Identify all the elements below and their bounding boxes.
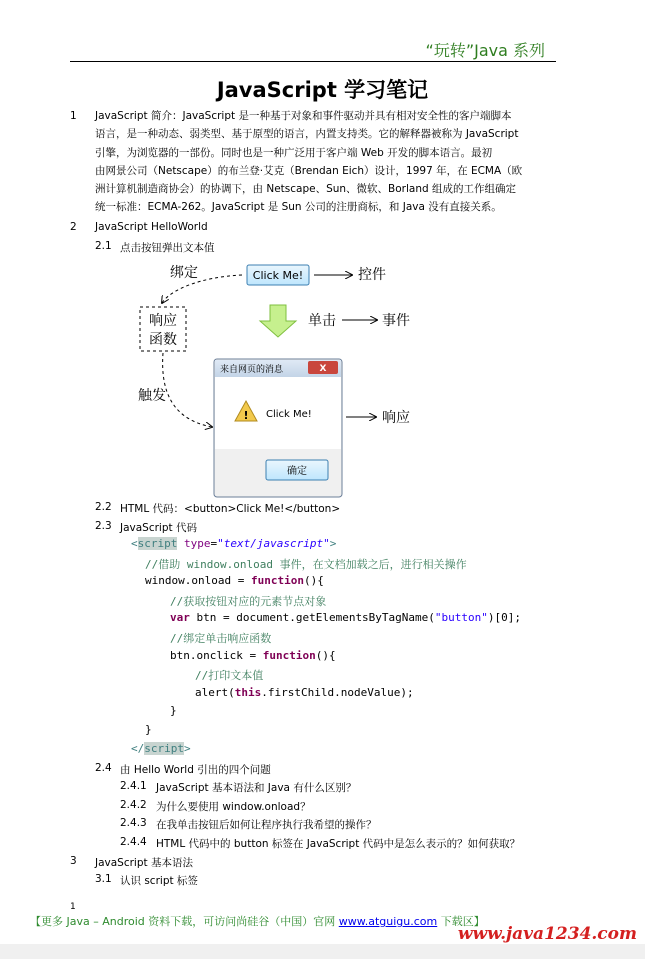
watermark: www.java1234.com bbox=[457, 924, 637, 944]
dialog-close-icon: X bbox=[319, 364, 327, 374]
question-text: JavaScript 基本语法和 Java 有什么区别？ bbox=[156, 782, 357, 794]
section-2-4-heading: 由 Hello World 引出的四个问题 bbox=[120, 764, 271, 776]
section-2-2-heading: HTML 代码：<button>Click Me!</button> bbox=[120, 503, 341, 515]
respond-function-label-1: 响应 bbox=[149, 313, 177, 329]
code-line: </script> bbox=[131, 742, 191, 755]
down-arrow-icon bbox=[260, 305, 296, 337]
section-2-number: 2 bbox=[70, 221, 77, 233]
code-line: alert(this.firstChild.nodeValue); bbox=[195, 686, 414, 699]
section-2-3-number: 2.3 bbox=[95, 520, 112, 532]
code-line: <script type="text/javascript"> bbox=[131, 537, 337, 550]
code-line: } bbox=[145, 723, 152, 736]
trigger-arrow bbox=[163, 353, 212, 427]
question-number: 2.4.4 bbox=[120, 836, 147, 848]
question-number: 2.4.3 bbox=[120, 817, 147, 829]
section-3-1-heading: 认识 script 标签 bbox=[120, 875, 198, 887]
para-line: 洲计算机制造商协会）的协调下，由 Netscape、Sun、微软、Borland 组成的工作组确定 bbox=[95, 183, 516, 196]
trigger-label: 触发 bbox=[138, 388, 166, 404]
section-2-1-heading: 点击按钮弹出文本值 bbox=[120, 242, 215, 254]
code-line: window.onload = function(){ bbox=[145, 574, 324, 587]
header-rule bbox=[70, 61, 556, 62]
section-3-heading: JavaScript 基本语法 bbox=[95, 857, 193, 869]
section-2-1-number: 2.1 bbox=[95, 240, 112, 252]
dialog-title: 来自网页的消息 bbox=[220, 365, 284, 375]
footer-text: 下载区】 bbox=[437, 915, 485, 928]
code-line: var btn = document.getElementsByTagName("button")[0]; bbox=[170, 611, 522, 624]
code-comment: //借助 window.onload 事件，在文档加载之后，进行相关操作 bbox=[145, 558, 467, 571]
footer bbox=[30, 913, 485, 929]
alert-dialog bbox=[214, 359, 342, 497]
code-comment: //绑定单击响应函数 bbox=[170, 632, 272, 645]
click-label: 单击 bbox=[308, 313, 336, 329]
section-3-number: 3 bbox=[70, 855, 77, 867]
click-me-button-label: Click Me! bbox=[252, 269, 304, 282]
code-comment: //打印文本值 bbox=[195, 669, 264, 682]
section-3-1-number: 3.1 bbox=[95, 873, 112, 885]
section-1-paragraph bbox=[95, 107, 570, 217]
respond-function-label-2: 函数 bbox=[149, 332, 177, 348]
footer-text: 【更多 Java – Android 资料下载，可访问尚硅谷（中国）官网 bbox=[30, 915, 339, 928]
question-number: 2.4.1 bbox=[120, 780, 147, 792]
footer-link[interactable]: www.atguigu.com bbox=[338, 915, 438, 928]
warning-mark: ! bbox=[243, 409, 249, 422]
section-2-3-heading: JavaScript 代码 bbox=[120, 522, 197, 534]
code-line: btn.onclick = function(){ bbox=[170, 649, 336, 662]
section-1-number: 1 bbox=[70, 110, 77, 122]
code-comment: //获取按钮对应的元素节点对象 bbox=[170, 595, 327, 608]
section-2-2-number: 2.2 bbox=[95, 501, 112, 513]
dialog-message: Click Me! bbox=[266, 409, 312, 420]
event-label: 事件 bbox=[382, 313, 410, 329]
code-line: } bbox=[170, 704, 177, 717]
bind-label: 绑定 bbox=[170, 265, 198, 281]
para-line: JavaScript 简介：JavaScript 是一种基于对象和事件驱动并具有相对安全性的客户端脚本 bbox=[95, 110, 512, 122]
control-label: 控件 bbox=[358, 267, 386, 283]
page-number: 1 bbox=[70, 902, 76, 912]
event-diagram bbox=[120, 255, 440, 500]
question-text: 在我单击按钮后如何让程序执行我希望的操作？ bbox=[156, 819, 377, 831]
para-line: 由网景公司（Netscape）的布兰登·艾克（Brendan Eich）设计，1997 年，在 ECMA（欧 bbox=[95, 164, 523, 177]
dialog-ok-label: 确定 bbox=[287, 466, 307, 477]
section-2-heading: JavaScript HelloWorld bbox=[95, 221, 208, 233]
question-number: 2.4.2 bbox=[120, 799, 147, 811]
para-line: 统一标准：ECMA-262。JavaScript 是 Sun 公司的注册商标，和 Java 没有直接关系。 bbox=[95, 201, 502, 214]
question-text: 为什么要使用 window.onload？ bbox=[156, 801, 311, 813]
question-text: HTML 代码中的 button 标签在 JavaScript 代码中是怎么表示的？如何获取？ bbox=[156, 838, 521, 850]
bottom-bar bbox=[0, 944, 645, 959]
response-label: 响应 bbox=[382, 410, 410, 426]
section-2-4-number: 2.4 bbox=[95, 762, 112, 774]
series-title: “玩转”Java 系列 bbox=[425, 41, 545, 60]
para-line: 语言，是一种动态、弱类型、基于原型的语言，内置支持类。它的解释器被称为 JavaScript bbox=[95, 128, 519, 141]
para-line: 引擎，为浏览器的一部份。同时也是一种广泛用于客户端 Web 开发的脚本语言。最初 bbox=[95, 146, 493, 159]
page-title: JavaScript 学习笔记 bbox=[216, 78, 429, 102]
